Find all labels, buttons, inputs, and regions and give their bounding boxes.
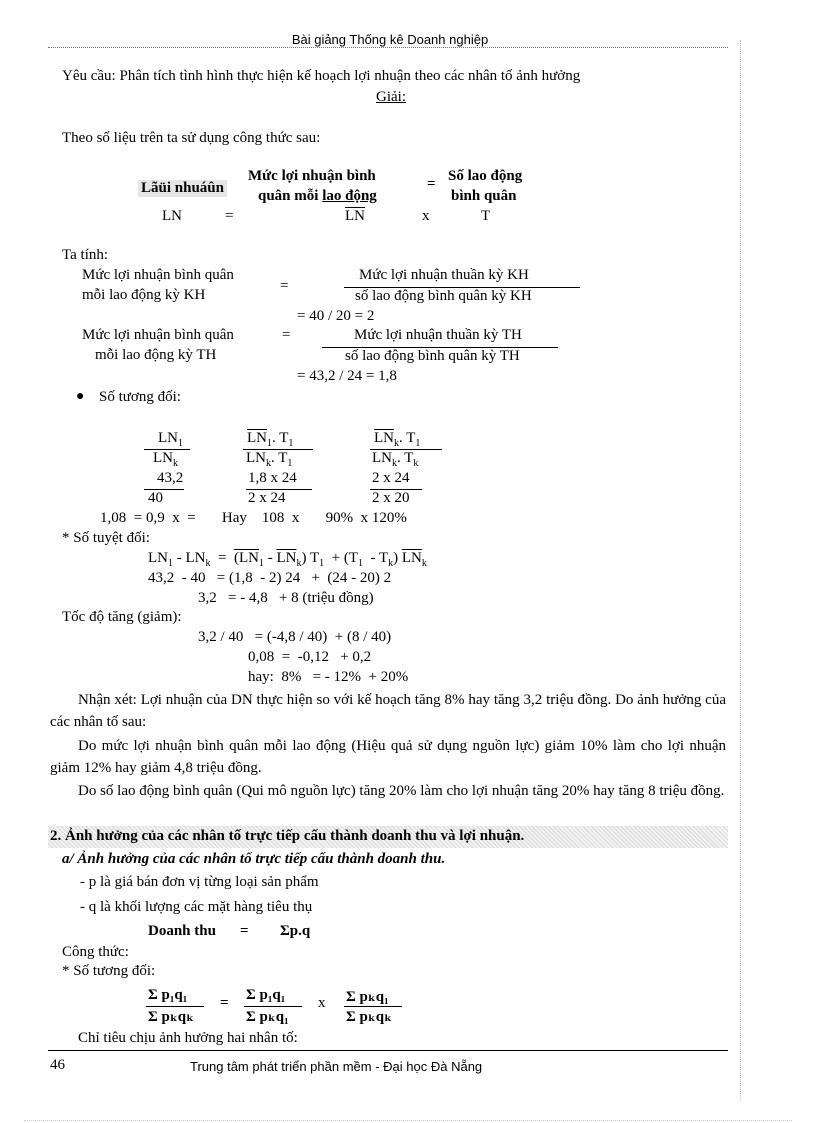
rel-c2-num: $\overline{LN}_1$. $T_1$: [247, 430, 294, 449]
frac1-den: Σ pₖqₖ: [148, 1009, 194, 1025]
remark-paragraph-1: Nhận xét: Lợi nhuận của DN thực hiện so với kế hoạch tăng 8% hay tăng 3,2 triệu đồng. Do ảnh hưởng của các nhân tố sau:: [50, 692, 726, 730]
th-denominator: số lao động bình quân kỳ TH: [345, 348, 520, 364]
section-heading: 2. Ảnh hưởng của các nhân tố trực tiếp cấu thành doanh thu và lợi nhuận.: [50, 828, 525, 844]
symbol-ln: LN: [162, 208, 182, 224]
rel-v1-num: 43,2: [157, 470, 184, 486]
absolute-line1: $LN_1 - LN_k = (LN_1 - \overline{LN}_k) T_1 + (T_1 - T_k)$ $\overline{LN}_k$: [148, 550, 427, 569]
th-label-line1: Mức lợi nhuận bình quân: [82, 327, 234, 343]
formula-equals: =: [427, 176, 436, 192]
th-equals: =: [282, 327, 291, 343]
rel-v2-den: 2 x 24: [248, 490, 286, 506]
page-header-title: Bài giảng Thống kê Doanh nghiệp: [291, 32, 489, 47]
kh-numerator: Mức lợi nhuận thuần kỳ KH: [359, 267, 529, 283]
closing-text: Chỉ tiêu chịu ảnh hưởng hai nhân tố:: [78, 1030, 298, 1046]
frac-equals: =: [220, 995, 229, 1011]
rel-v1-den: 40: [148, 490, 163, 506]
absolute-label: * Số tuyệt đối:: [62, 530, 150, 546]
page-margin-guide: [740, 40, 741, 1100]
workers-line2: bình quân: [451, 188, 517, 204]
page-bottom-guide: [24, 1120, 792, 1121]
profit-label: Lãüi nhuáûn: [138, 180, 227, 197]
rel-v3-den: 2 x 20: [372, 490, 410, 506]
growth-line2: 0,08 = -0,12 + 0,2: [248, 649, 372, 665]
relative-label-2: * Số tương đối:: [62, 963, 156, 979]
rel-v3-num: 2 x 24: [372, 470, 410, 486]
kh-label-line1: Mức lợi nhuận bình quân: [82, 267, 234, 283]
frac3-den: Σ pₖqₖ: [346, 1009, 392, 1025]
absolute-line3: 3,2 = - 4,8 + 8 (triệu đồng): [198, 590, 374, 606]
growth-label: Tốc độ tăng (giảm):: [62, 609, 182, 625]
frac2-num: Σ p₁q₁: [246, 987, 286, 1003]
kh-equals: =: [280, 278, 289, 294]
kh-result: = 40 / 20 = 2: [297, 308, 375, 324]
header-rule: [48, 47, 728, 48]
kh-label-line2: mỗi lao động kỳ KH: [82, 287, 206, 303]
rel-c3-num: $\overline{LN}_k$. $T_1$: [374, 430, 421, 449]
symbol-eq: =: [225, 208, 234, 224]
workers-line1: Số lao động: [448, 168, 523, 184]
frac1-num: Σ p₁q₁: [148, 987, 188, 1003]
absolute-line2: 43,2 - 40 = (1,8 - 2) 24 + (24 - 20) 2: [148, 570, 392, 586]
relative-label: Số tương đối:: [99, 389, 181, 405]
rel-v2-num: 1,8 x 24: [248, 470, 297, 486]
rel-c2-den: $\overline{LN}_k$. $T_1$: [246, 450, 293, 469]
rel-c1-den: $LN_k$: [153, 450, 178, 469]
revenue-equals: =: [240, 923, 249, 939]
revenue-formula: Σp.q: [280, 923, 311, 939]
th-numerator: Mức lợi nhuận thuần kỳ TH: [354, 327, 522, 343]
bullet-icon: ●: [76, 389, 85, 404]
rel-c3-den: $\overline{LN}_k$. $T_k$: [372, 450, 419, 469]
revenue-label: Doanh thu: [148, 923, 216, 939]
formula-intro: Theo số liệu trên ta sử dụng công thức sau:: [62, 130, 321, 146]
avg-profit-line2: quân mỗi lao động: [258, 188, 377, 204]
avg-profit-line1: Mức lợi nhuận bình: [248, 168, 376, 184]
solution-label: Giải:: [376, 89, 406, 105]
frac3-num: Σ pₖq₁: [346, 989, 389, 1005]
growth-line1: 3,2 / 40 = (-4,8 / 40) + (8 / 40): [198, 629, 392, 645]
subsection-heading: a/ Ảnh hưởng của các nhân tố trực tiếp cấu thành doanh thu.: [62, 851, 446, 867]
th-result: = 43,2 / 24 = 1,8: [297, 368, 397, 384]
remark-paragraph-3: Do số lao động bình quân (Qui mô nguồn lực) tăng 20% làm cho lợi nhuận tăng 20% hay tăng 8 triệu đồng.: [78, 783, 725, 799]
calc-label: Ta tính:: [62, 247, 109, 263]
growth-line3: hay: 8% = - 12% + 20%: [248, 669, 409, 685]
p-definition: - p là giá bán đơn vị từng loại sản phẩm: [80, 874, 319, 890]
th-label-line2: mỗi lao động kỳ TH: [95, 347, 217, 363]
requirement-text: Yêu cầu: Phân tích tình hình thực hiện kế hoạch lợi nhuận theo các nhân tố ảnh hưởng: [62, 68, 581, 84]
footer-rule: [48, 1050, 728, 1051]
symbol-t: T: [481, 208, 491, 224]
footer-center-text: Trung tâm phát triển phần mềm - Đại học Đà Nẵng: [190, 1059, 483, 1074]
symbol-x: x: [422, 208, 430, 224]
q-definition: - q là khối lượng các mặt hàng tiêu thụ: [80, 899, 313, 915]
frac2-den: Σ pₖq₁: [246, 1009, 289, 1025]
remark-paragraph-2: Do mức lợi nhuận bình quân mỗi lao động (Hiệu quả sử dụng nguồn lực) giảm 10% làm cho lợi nhuận giảm 12% hay giảm 4,8 triệu đồng.: [50, 738, 726, 776]
rel-c1-num: $LN_1$: [158, 430, 183, 449]
rel-result-row: 1,08 = 0,9 x = Hay 108 x 90% x 120%: [100, 510, 407, 526]
formula-label: Công thức:: [62, 944, 129, 960]
frac-times: x: [318, 995, 326, 1011]
symbol-ln-avg: $\overline{LN}$: [345, 208, 365, 224]
kh-denominator: số lao động bình quân kỳ KH: [355, 288, 532, 304]
page-number: 46: [50, 1057, 65, 1073]
